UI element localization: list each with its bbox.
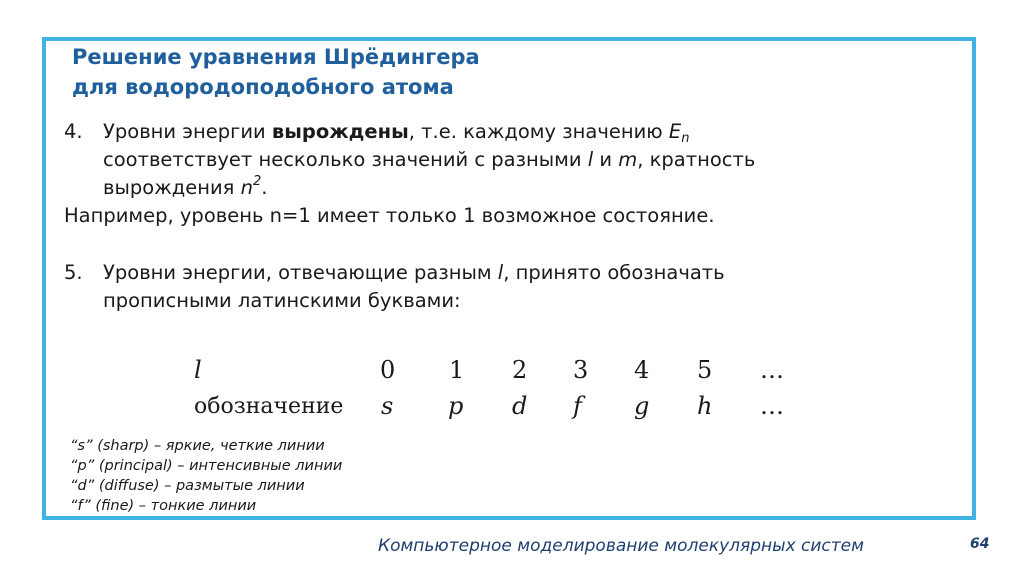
table-cell: p bbox=[448, 392, 464, 420]
point-4-line-2 bbox=[64, 146, 944, 174]
point-5-number: 5. bbox=[64, 261, 83, 284]
title-line-1: Решение уравнения Шрёдингера bbox=[72, 45, 480, 69]
quantum-l-symbol: l bbox=[587, 148, 594, 171]
point-5-text-a: Уровни энергии, отвечающие разным bbox=[103, 261, 498, 284]
point-5-l-symbol: l bbox=[497, 261, 504, 284]
point-4-text-a: Уровни энергии bbox=[103, 120, 272, 143]
point-4-line-2-b: и bbox=[593, 148, 619, 171]
slide-body bbox=[64, 118, 944, 315]
table-cell: g bbox=[634, 392, 650, 420]
point-4-bold-term: вырождены bbox=[271, 120, 409, 143]
table-row-notation bbox=[194, 392, 814, 428]
table-cell: 5 bbox=[697, 356, 713, 384]
point-4-text-b: , т.е. каждому значению bbox=[408, 120, 669, 143]
point-4-line-3-a: вырождения bbox=[103, 176, 241, 199]
page-number: 64 bbox=[970, 536, 990, 552]
orbital-letter-table bbox=[194, 356, 814, 428]
energy-subscript: n bbox=[681, 131, 690, 146]
energy-symbol: E bbox=[668, 120, 682, 143]
point-4-line-1 bbox=[64, 118, 944, 146]
table-cell: 1 bbox=[449, 356, 465, 384]
point-4-number: 4. bbox=[64, 120, 83, 143]
point-4-line-3-b: . bbox=[261, 176, 268, 199]
table-cell: h bbox=[697, 392, 713, 420]
note-line: “p” (principal) – интенсивные линии bbox=[70, 458, 343, 474]
table-row-l bbox=[194, 356, 814, 392]
note-line: “f” (fine) – тонкие линии bbox=[70, 498, 257, 514]
spectral-notes bbox=[70, 436, 342, 516]
row-l-label: l bbox=[194, 356, 202, 384]
table-cell: f bbox=[573, 392, 582, 420]
paragraph-spacer bbox=[64, 230, 944, 259]
note-line: “d” (diffuse) – размытые линии bbox=[70, 478, 305, 494]
table-cell: 3 bbox=[573, 356, 589, 384]
point-4-line-2-c: , кратность bbox=[637, 148, 756, 171]
row-notation-label: обозначение bbox=[194, 394, 344, 419]
point-5-line-2: прописными латинскими буквами: bbox=[103, 289, 461, 312]
table-cell: 0 bbox=[380, 356, 396, 384]
table-cell: … bbox=[760, 356, 784, 384]
table-cell: d bbox=[512, 392, 528, 420]
point-4-line-2-a: соответствует несколько значений с разными bbox=[103, 148, 588, 171]
title-line-2: для водородоподобного атома bbox=[72, 75, 454, 99]
table-cell: s bbox=[381, 392, 394, 420]
point-5-text-b: , принято обозначать bbox=[503, 261, 725, 284]
n-squared-superscript: 2 bbox=[252, 174, 262, 189]
table-cell: 2 bbox=[512, 356, 528, 384]
table-cell: 4 bbox=[634, 356, 650, 384]
quantum-m-symbol: m bbox=[618, 148, 638, 171]
note-line: “s” (sharp) – яркие, четкие линии bbox=[70, 438, 325, 454]
slide-title bbox=[72, 42, 480, 102]
table-cell: … bbox=[760, 392, 784, 420]
point-5-line-1 bbox=[64, 259, 944, 287]
example-line: Например, уровень n=1 имеет только 1 возможное состояние. bbox=[64, 204, 715, 227]
point-4-line-3 bbox=[64, 174, 944, 202]
n-symbol: n bbox=[240, 176, 253, 199]
footer-course-title: Компьютерное моделирование молекулярных систем bbox=[378, 536, 864, 556]
